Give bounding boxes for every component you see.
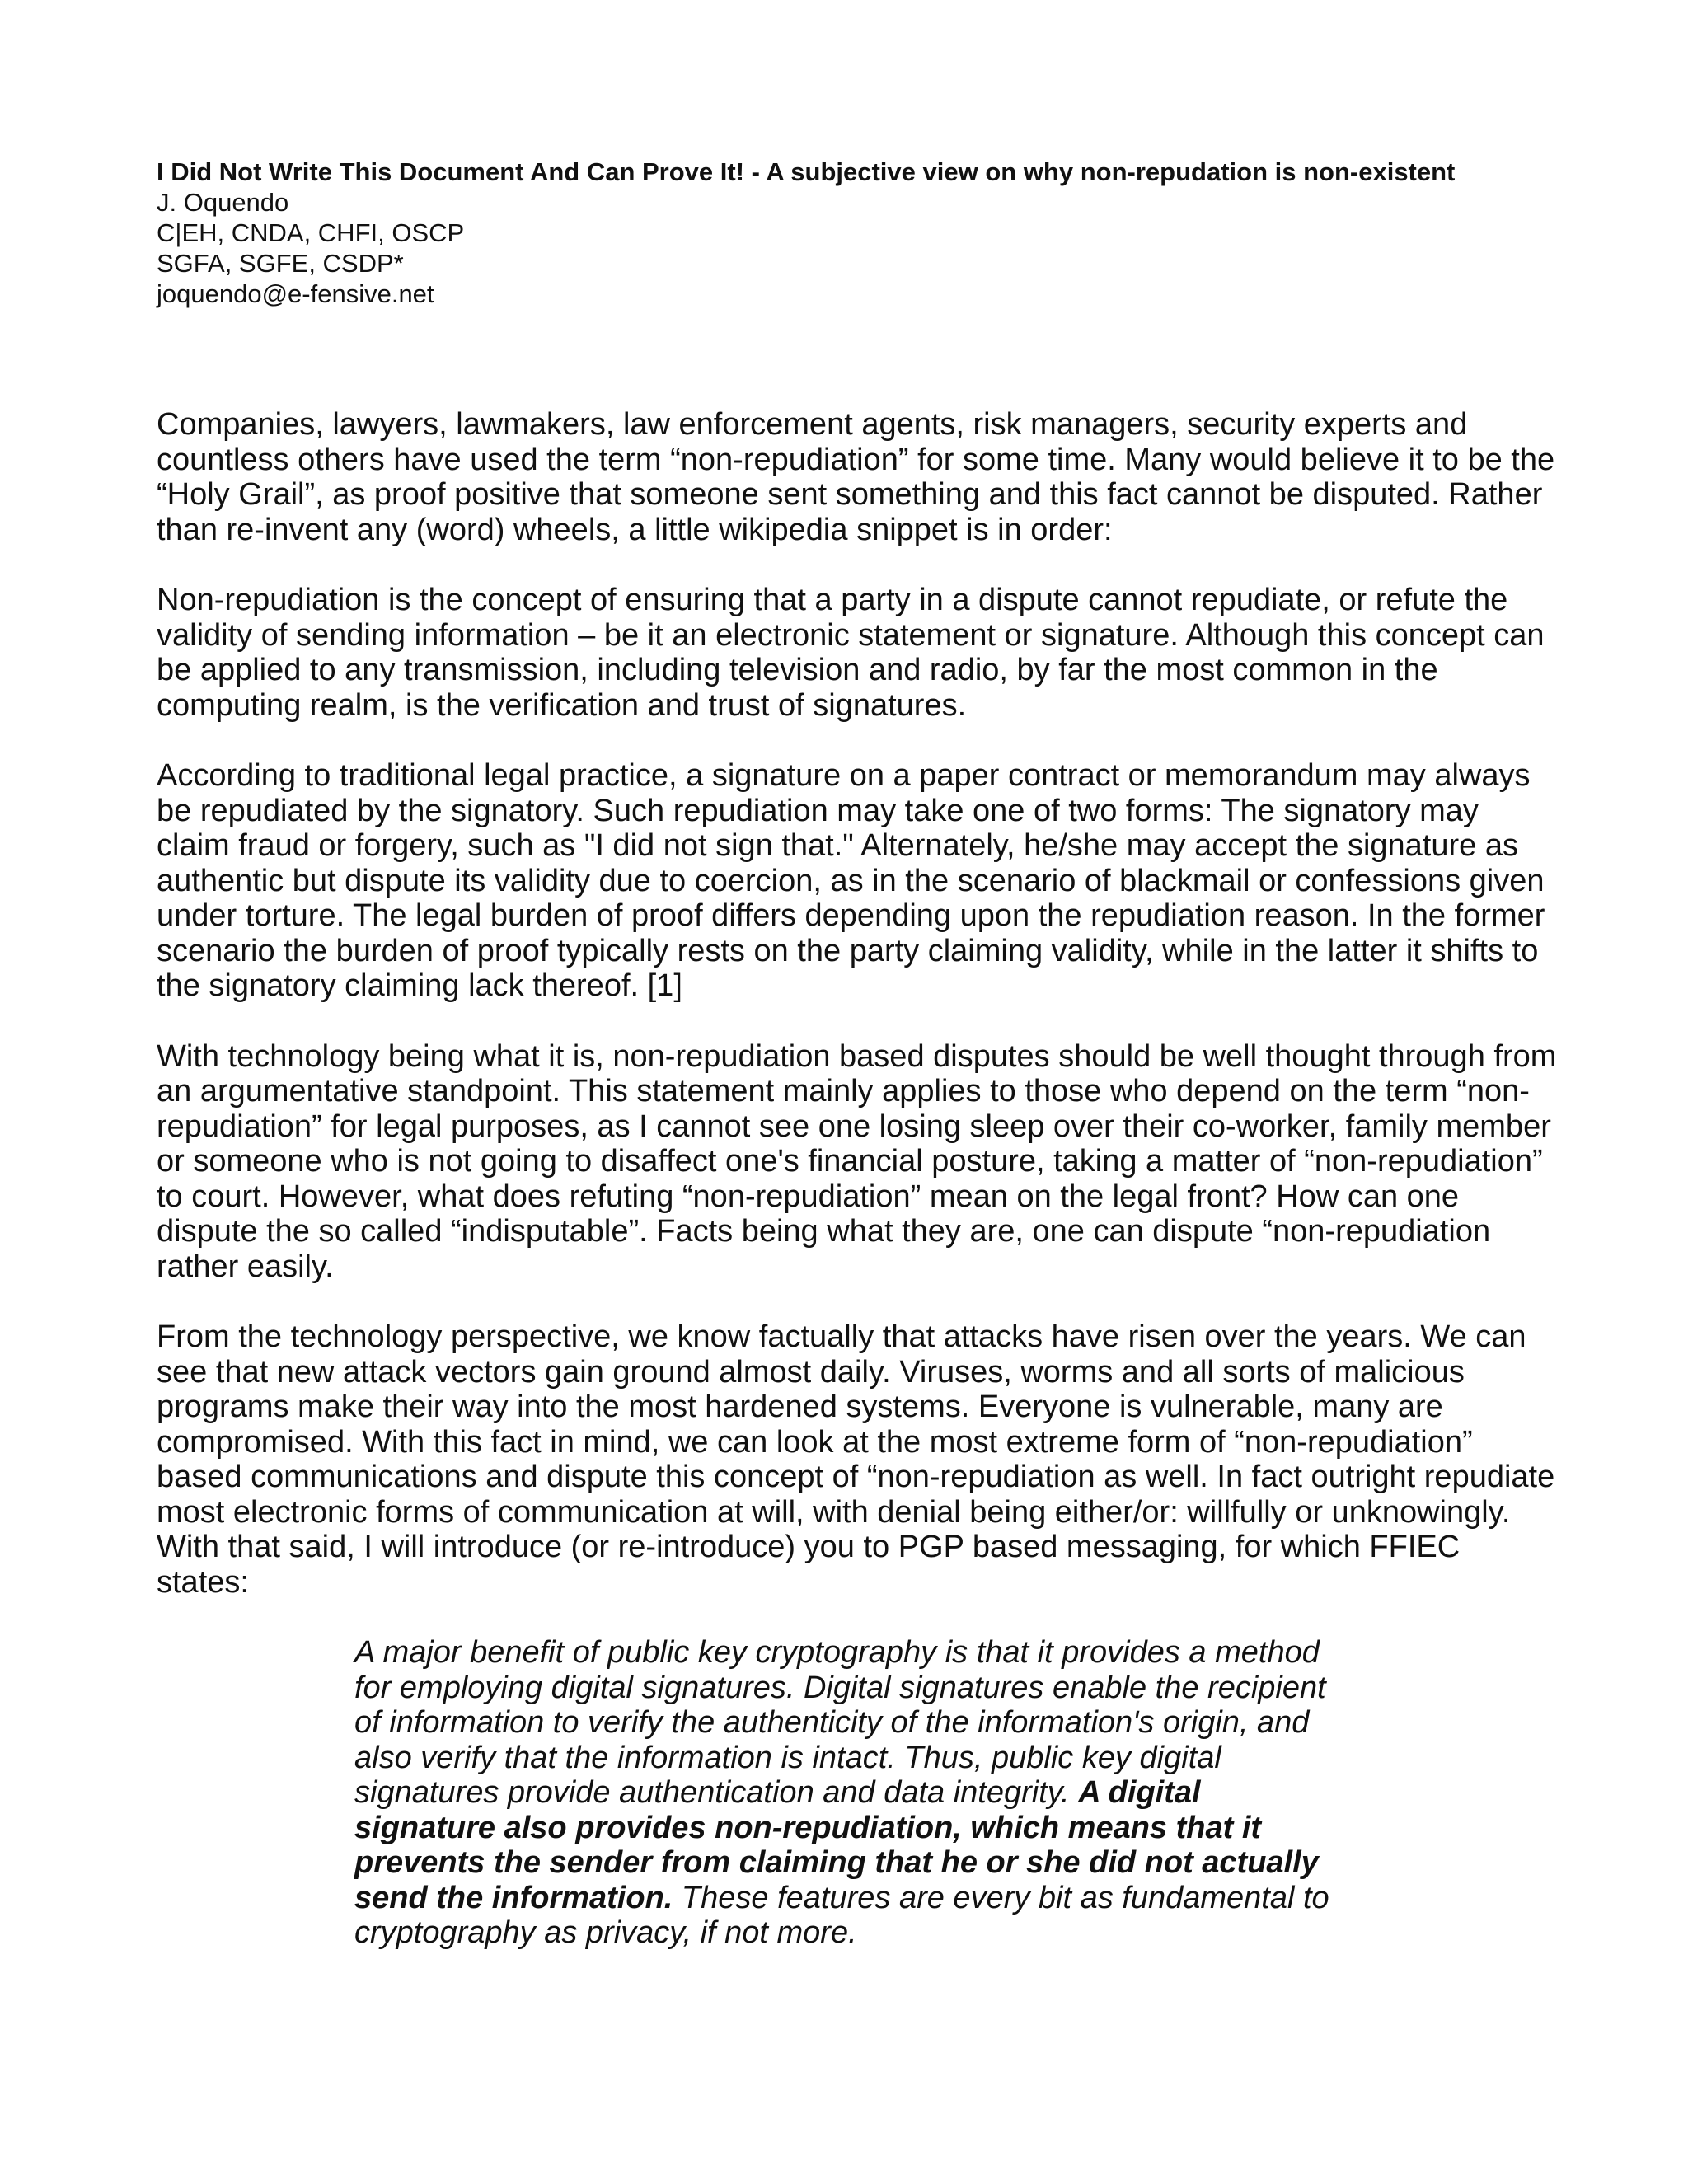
author-certifications-line-2: SGFA, SGFE, CSDP* xyxy=(157,249,404,278)
author-email: joquendo@e-fensive.net xyxy=(157,279,434,308)
paragraph-technology: With technology being what it is, non-repudiation based disputes should be well thought through from an argumentative standpoint. This statement mainly applies to those who depend on the term “non-repudiation” for legal purposes, as I cannot see one losing sleep over their co-worker, family member or someone who is not going to disaffect one's financial posture, taking a matter of “non-repudiation” to court. However, what does refuting “non-repudiation” mean on the legal front? How can one dispute the so called “indisputable”. Facts being what they are, one can dispute “non-repudiation rather easily. xyxy=(157,1038,1557,1284)
document-title: I Did Not Write This Document And Can Prove It! - A subjective view on why non-repudation is non-existent xyxy=(157,157,1456,186)
document-body xyxy=(157,407,1558,1951)
quote-emphasis: A digital signature also provides non-repudiation, which means that it prevents the sender from claiming that he or she did not actually send the information. xyxy=(354,1775,1319,1915)
paragraph-intro: Companies, lawyers, lawmakers, law enforcement agents, risk managers, security experts and countless others have used the term “non-repudiation” for some time. Many would believe it to be the “Holy Grail”, as proof positive that someone sent something and this fact cannot be disputed. Rather than re-invent any (word) wheels, a little wikipedia snippet is in order: xyxy=(157,407,1555,547)
quote-part-3: These features are every bit as fundamental to cryptography as privacy, if not more. xyxy=(354,1880,1329,1950)
paragraph-attacks: From the technology perspective, we know factually that attacks have risen over the years. We can see that new attack vectors gain ground almost daily. Viruses, worms and all sorts of malicious programs make their way into the most hardened systems. Everyone is vulnerable, many are compromised. With this fact in mind, we can look at the most extreme form of “non-repudiation” based communications and dispute this concept of “non-repudiation as well. In fact outright repudiate most electronic forms of communication at will, with denial being either/or: willfully or unknowingly. With that said, I will introduce (or re-introduce) you to PGP based messaging, for which FFIEC states: xyxy=(157,1319,1555,1600)
paragraph-legal-practice: According to traditional legal practice, a signature on a paper contract or memorandum may always be repudiated by the signatory. Such repudiation may take one of two forms: The signatory may claim fraud or forgery, such as "I did not sign that." Alternately, he/she may accept the signature as authentic but dispute its validity due to coercion, as in the scenario of blackmail or confessions given under torture. The legal burden of proof differs depending upon the repudiation reason. In the former scenario the burden of proof typically rests on the party claiming validity, while in the latter it shifts to the signatory claiming lack thereof. [1] xyxy=(157,758,1545,1003)
ffiec-quote xyxy=(354,1635,1343,1951)
document-header xyxy=(157,157,1475,309)
paragraph-definition: Non-repudiation is the concept of ensuring that a party in a dispute cannot repudiate, or refute the validity of sending information – be it an electronic statement or signature. Although this concept can be applied to any transmission, including television and radio, by far the most common in the computing realm, is the verification and trust of signatures. xyxy=(157,583,1545,723)
quote-part-1: A major benefit of public key cryptography is that it provides a method for employing digital signatures. Digital signatures enable the recipient of information to verify the authenticity of the information's origin, and also verify that the information is intact. Thus, public key digital signatures provide authentication and data integrity. xyxy=(354,1635,1326,1810)
author-name: J. Oquendo xyxy=(157,188,289,217)
author-certifications-line-1: C|EH, CNDA, CHFI, OSCP xyxy=(157,218,465,247)
